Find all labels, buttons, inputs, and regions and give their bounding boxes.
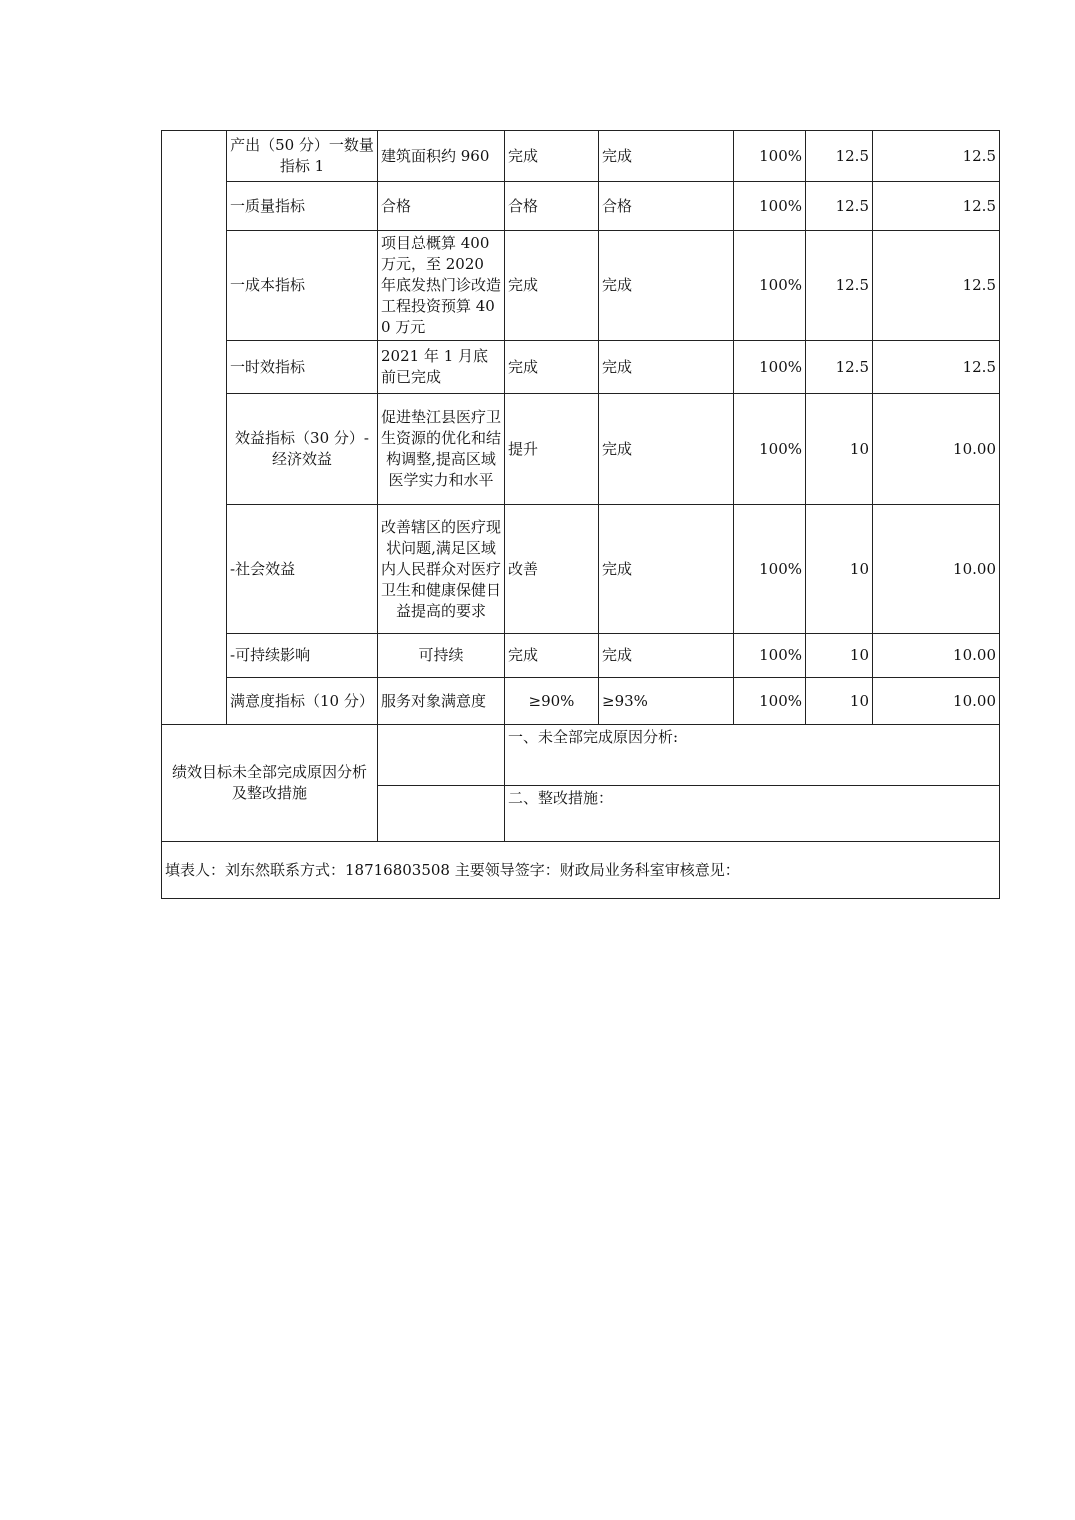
analysis-label: 绩效目标未全部完成原因分析及整改措施 [162,725,378,842]
table-row [162,182,1000,231]
expected-cell: 合格 [505,182,599,231]
weight-cell: 12.5 [806,131,873,182]
expected-cell: 改善 [505,505,599,634]
rate-cell: 100% [734,505,806,634]
actual-cell: 完成 [599,634,734,678]
table-row [162,394,1000,505]
target-cell: 建筑面积约 960 [378,131,505,182]
target-cell: 促进垫江县医疗卫生资源的优化和结构调整,提高区域医学实力和水平 [378,394,505,505]
reason-analysis-cell: 一、未全部完成原因分析: [505,725,1000,786]
score-cell: 10.00 [873,678,1000,725]
weight-cell: 12.5 [806,231,873,341]
footer-signature-line: 填表人：刘东然联系方式：18716803508 主要领导签字：财政局业务科室审核意见： [162,842,1000,899]
analysis-row [162,725,1000,786]
rate-cell: 100% [734,341,806,394]
expected-cell: 完成 [505,634,599,678]
table-row [162,678,1000,725]
weight-cell: 10 [806,678,873,725]
score-cell: 10.00 [873,634,1000,678]
rate-cell: 100% [734,678,806,725]
target-cell: 2021 年 1 月底前已完成 [378,341,505,394]
measures-blank-cell [378,786,505,842]
category-cell [162,131,227,725]
score-cell: 12.5 [873,131,1000,182]
expected-cell: ≥90% [505,678,599,725]
indicator-cell: 一质量指标 [227,182,378,231]
score-cell: 12.5 [873,341,1000,394]
weight-cell: 10 [806,394,873,505]
rate-cell: 100% [734,182,806,231]
weight-cell: 10 [806,634,873,678]
actual-cell: 完成 [599,231,734,341]
score-cell: 10.00 [873,505,1000,634]
indicator-cell: 效益指标（30 分）-经济效益 [227,394,378,505]
target-cell: 服务对象满意度 [378,678,505,725]
rectification-measures-cell: 二、整改措施： [505,786,1000,842]
indicator-cell: 一成本指标 [227,231,378,341]
weight-cell: 12.5 [806,182,873,231]
table-row [162,341,1000,394]
table-row [162,505,1000,634]
target-cell: 可持续 [378,634,505,678]
expected-cell: 完成 [505,231,599,341]
footer-row [162,842,1000,899]
analysis-blank-cell [378,725,505,786]
rate-cell: 100% [734,634,806,678]
weight-cell: 10 [806,505,873,634]
table-row [162,231,1000,341]
target-cell: 改善辖区的医疗现状问题,满足区域内人民群众对医疗卫生和健康保健日益提高的要求 [378,505,505,634]
expected-cell: 完成 [505,341,599,394]
actual-cell: 完成 [599,341,734,394]
actual-cell: 完成 [599,131,734,182]
actual-cell: ≥93% [599,678,734,725]
indicator-cell: 产出（50 分）一数量指标 1 [227,131,378,182]
actual-cell: 完成 [599,505,734,634]
weight-cell: 12.5 [806,341,873,394]
indicator-cell: 一时效指标 [227,341,378,394]
indicator-cell: -社会效益 [227,505,378,634]
actual-cell: 完成 [599,394,734,505]
target-cell: 项目总概算 400 万元，至 2020 年底发热门诊改造工程投资预算 400 万元 [378,231,505,341]
indicator-cell: -可持续影响 [227,634,378,678]
target-cell: 合格 [378,182,505,231]
indicator-cell: 满意度指标（10 分） [227,678,378,725]
score-cell: 10.00 [873,394,1000,505]
score-cell: 12.5 [873,231,1000,341]
expected-cell: 提升 [505,394,599,505]
rate-cell: 100% [734,131,806,182]
score-cell: 12.5 [873,182,1000,231]
expected-cell: 完成 [505,131,599,182]
table-row [162,634,1000,678]
rate-cell: 100% [734,231,806,341]
actual-cell: 合格 [599,182,734,231]
performance-table [161,130,1000,899]
table-row [162,131,1000,182]
rate-cell: 100% [734,394,806,505]
